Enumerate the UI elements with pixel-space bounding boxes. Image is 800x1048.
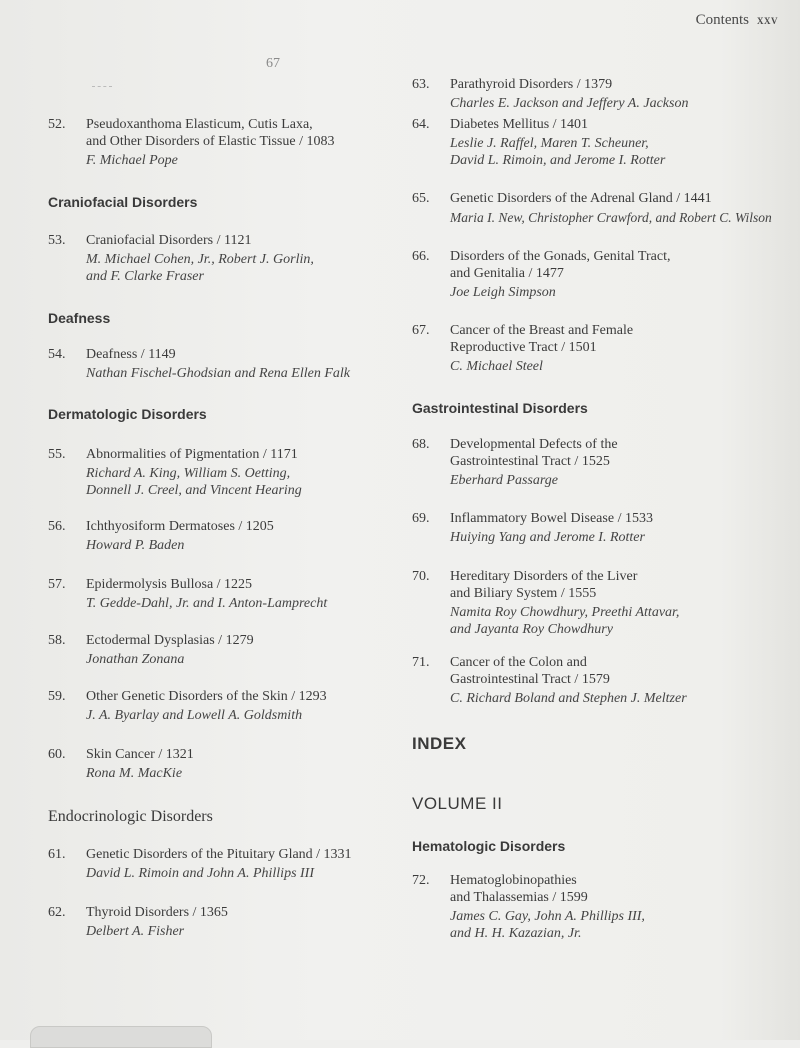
toc-entry-65[interactable]: 65. Genetic Disorders of the Adrenal Gland / 1441 Maria I. New, Christopher Crawford, and Robert C. Wilson	[412, 191, 772, 225]
toc-entry-64[interactable]: 64. Diabetes Mellitus / 1401 Leslie J. Raffel, Maren T. Scheuner, David L. Rimoin, and Jerome I. Rotter	[412, 117, 666, 168]
toc-entry-62[interactable]: 62. Thyroid Disorders / 1365 Delbert A. Fisher	[48, 905, 228, 939]
toc-entry-67[interactable]: 67. Cancer of the Breast and Female Reproductive Tract / 1501 C. Michael Steel	[412, 323, 634, 374]
toc-entry-71[interactable]: 71. Cancer of the Colon and Gastrointestinal Tract / 1579 C. Richard Boland and Stephen J. Meltzer	[412, 655, 687, 706]
volume-heading: VOLUME II	[412, 794, 503, 813]
toc-entry-57[interactable]: 57. Epidermolysis Bullosa / 1225 T. Gedde-Dahl, Jr. and I. Anton-Lamprecht	[48, 577, 328, 611]
toc-entry-54[interactable]: 54. Deafness / 1149 Nathan Fischel-Ghodsian and Rena Ellen Falk	[48, 347, 351, 381]
toc-entry-60[interactable]: 60. Skin Cancer / 1321 Rona M. MacKie	[48, 747, 194, 781]
faded-mark	[92, 86, 112, 87]
toc-entry-52[interactable]: 52. Pseudoxanthoma Elasticum, Cutis Laxa, and Other Disorders of Elastic Tissue / 1083 F. Michael Pope	[48, 117, 335, 168]
section-heading-craniofacial: Craniofacial Disorders	[48, 194, 198, 210]
toc-entry-61[interactable]: 61. Genetic Disorders of the Pituitary Gland / 1331 David L. Rimoin and John A. Phillips III	[48, 847, 352, 881]
toc-entry-72[interactable]: 72. Hematoglobinopathies and Thalassemias / 1599 James C. Gay, John A. Phillips III, and H. H. Kazazian, Jr.	[412, 873, 645, 941]
section-heading-dermatologic: Dermatologic Disorders	[48, 406, 207, 422]
toc-entry-55[interactable]: 55. Abnormalities of Pigmentation / 1171 Richard A. King, William S. Oetting, Donnell J. Creel, and Vincent Hearing	[48, 447, 302, 498]
faded-previous-entry: 67	[266, 56, 280, 71]
section-heading-gastrointestinal: Gastrointestinal Disorders	[412, 400, 588, 416]
toc-entry-59[interactable]: 59. Other Genetic Disorders of the Skin / 1293 J. A. Byarlay and Lowell A. Goldsmith	[48, 689, 327, 723]
section-heading-hematologic: Hematologic Disorders	[412, 838, 566, 854]
toc-entry-63[interactable]: 63. Parathyroid Disorders / 1379 Charles E. Jackson and Jeffery A. Jackson	[412, 77, 689, 111]
toc-entry-69[interactable]: 69. Inflammatory Bowel Disease / 1533 Huiying Yang and Jerome I. Rotter	[412, 511, 653, 545]
toc-entry-56[interactable]: 56. Ichthyosiform Dermatoses / 1205 Howard P. Baden	[48, 519, 274, 553]
page-edge-tab	[30, 1026, 212, 1048]
running-head-title: Contents	[695, 12, 749, 28]
toc-entry-58[interactable]: 58. Ectodermal Dysplasias / 1279 Jonathan Zonana	[48, 633, 254, 667]
index-heading[interactable]: INDEX	[412, 734, 467, 753]
page-number: xxv	[757, 12, 778, 27]
section-heading-endocrinologic: Endocrinologic Disorders	[48, 808, 213, 825]
toc-entry-66[interactable]: 66. Disorders of the Gonads, Genital Tract, and Genitalia / 1477 Joe Leigh Simpson	[412, 249, 671, 300]
section-heading-deafness: Deafness	[48, 310, 111, 326]
running-head	[696, 12, 778, 29]
toc-entry-68[interactable]: 68. Developmental Defects of the Gastrointestinal Tract / 1525 Eberhard Passarge	[412, 437, 618, 488]
toc-entry-53[interactable]: 53. Craniofacial Disorders / 1121 M. Michael Cohen, Jr., Robert J. Gorlin, and F. Clarke Fraser	[48, 233, 314, 284]
toc-entry-70[interactable]: 70. Hereditary Disorders of the Liver and Biliary System / 1555 Namita Roy Chowdhury, Preethi Attavar, and Jayanta Roy Chowdhury	[412, 569, 680, 637]
